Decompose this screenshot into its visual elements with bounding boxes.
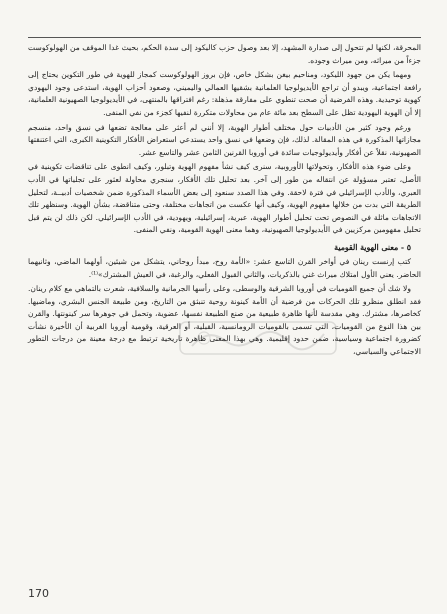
- page-number: 170: [28, 587, 49, 600]
- paragraph: ومهما يكن من جهود الليكود، ومناحيم بيغن بشكل خاص، فإن بروز الهولوكوست كمجاز للهوية في طور التكوين يحتاج إلى رافعة اجتماعية، ويبدو أن تراجع الأيديولوجيا العلمانية بشقيها العمالي واليميني، وصعود أحزاب الهوية، استدعى وجود اليهودي كهوية توحيدية. وهذه الفرضية أن صحت تنطوي على مفارقة مذهلة: رغم افتراقها بالمنتهى، في الأيديولوجيا الصهيونية العلمانية، إلا أن الهوية اليهودية تظل على السطح بعد مائة عام من محاولات متكررة لنفيها كجزء من نفي المنفى.: [28, 70, 421, 117]
- body-text: [28, 42, 421, 359]
- document-page: [28, 0, 421, 614]
- paragraph: ورغم وجود كثير من الأدبيات حول مختلف أطوار الهوية، إلا أنني لم أعثر على معالجة تضعها في نسق واحد، منسجم مجازاتها المذكورة في هذه المقالة. لذلك، فإن وضعها في نسق واحد يستدعي استعراض الأفكار التكوينية الكبرى، التي اعتنقتها الصهيونية، نقلاً عن أفكار وأيديولوجيات سائدة في أوروبا القرنين الثامن عشر والتاسع عشر.: [28, 122, 421, 157]
- paragraph: المحرقة، لكنها لم تتحول إلى صدارة المشهد، إلا بعد وصول حزب كاليكود إلى سدة الحكم، بحيث غدا الموقف من الهولوكوست جزءاً من ميراثه، ومن ميراث وجوده.: [28, 43, 421, 65]
- paragraph: كتب إرنست رينان في أواخر القرن التاسع عشر: «الأمة روح، مبدأ روحاني، يتشكل من شيئين، أولهما الماضي، وثانيهما الحاضر. يعني الأول امتلاك ميراث غني بالذكريات، والثاني القبول الفعلي، والرغبة، في العيش المشترك»⁽¹⁾.: [28, 256, 421, 279]
- section-heading: ٥ - معنى الهوية القومية: [334, 242, 411, 252]
- paragraph: وعلى ضوء هذه الأفكار، وتحولاتها الأوروبية، سنرى كيف نشأ مفهوم الهوية وتبلور، وكيف انطوى على تناقضات تكوينية في الأصل، تعتبر مسؤولة عن انتقاله من طور إلى آخر. بعد تحليل تلك الأفكار، سنجري محاولة لعثور على تجلياتها في الأدب العبري، والأدب الإسرائيلي في فترة لاحقة. وفي هذا الصدد سنعود إلى بعض الأسماء المذكورة ضمن شخصيات أدبيــة، لتحليل الطريقة التي بدت من خلالها مفهوم الهوية، وكيف أنها عكست من اتجاهات مختلفة، وحتى متناقضة، بشأن الهوية. وسنظهر تلك الاتجاهات ماثلة في النصوص تحت تحليل أطوار الهوية، عبرية، إسرائيلية، ويهودية، في الأدب الإسرائيلي. لكن ذلك لن يتم قبل تحليل مفهومين مركزيين في الأيديولوجيا الصهيونية، وهما معنى الهوية القومية، ونفي المنفى.: [28, 162, 421, 235]
- paragraph: ولا شك أن جميع القوميات في أوروبا الشرقية والوسطى، وعلى رأسها الجرمانية والسلافية، شعرت بالتماهي مع كلام رينان. فقد انطلق منظرو تلك الحركات من فرضية أن الأمة كينونة روحية تنبثق من التاريخ، ومن طبيعة الجنس البشري، وماضيها. كخاصرها، مشترك. وهي مقدسة لأنها ظاهرة طبيعية من صنع الطبيعة نفسها، عضوية، وتحمل في جوهرها سر كينونتها. والقرن بين هذا النوع من القوميات، التي تسمى بالقوميات الرومانسية، القبلية، أو العرقية، وقومية أوروبا الغربية أن الأخيرة نشأت كضرورة اجتماعية وسياسية، ضمن حدود إقليمية. وهي بهذا المعنى ظاهرة تاريخية ترتبط مع درجة معينة من درجات التطور الاجتماعي والسياسي،: [28, 284, 421, 357]
- top-rule: [28, 37, 421, 38]
